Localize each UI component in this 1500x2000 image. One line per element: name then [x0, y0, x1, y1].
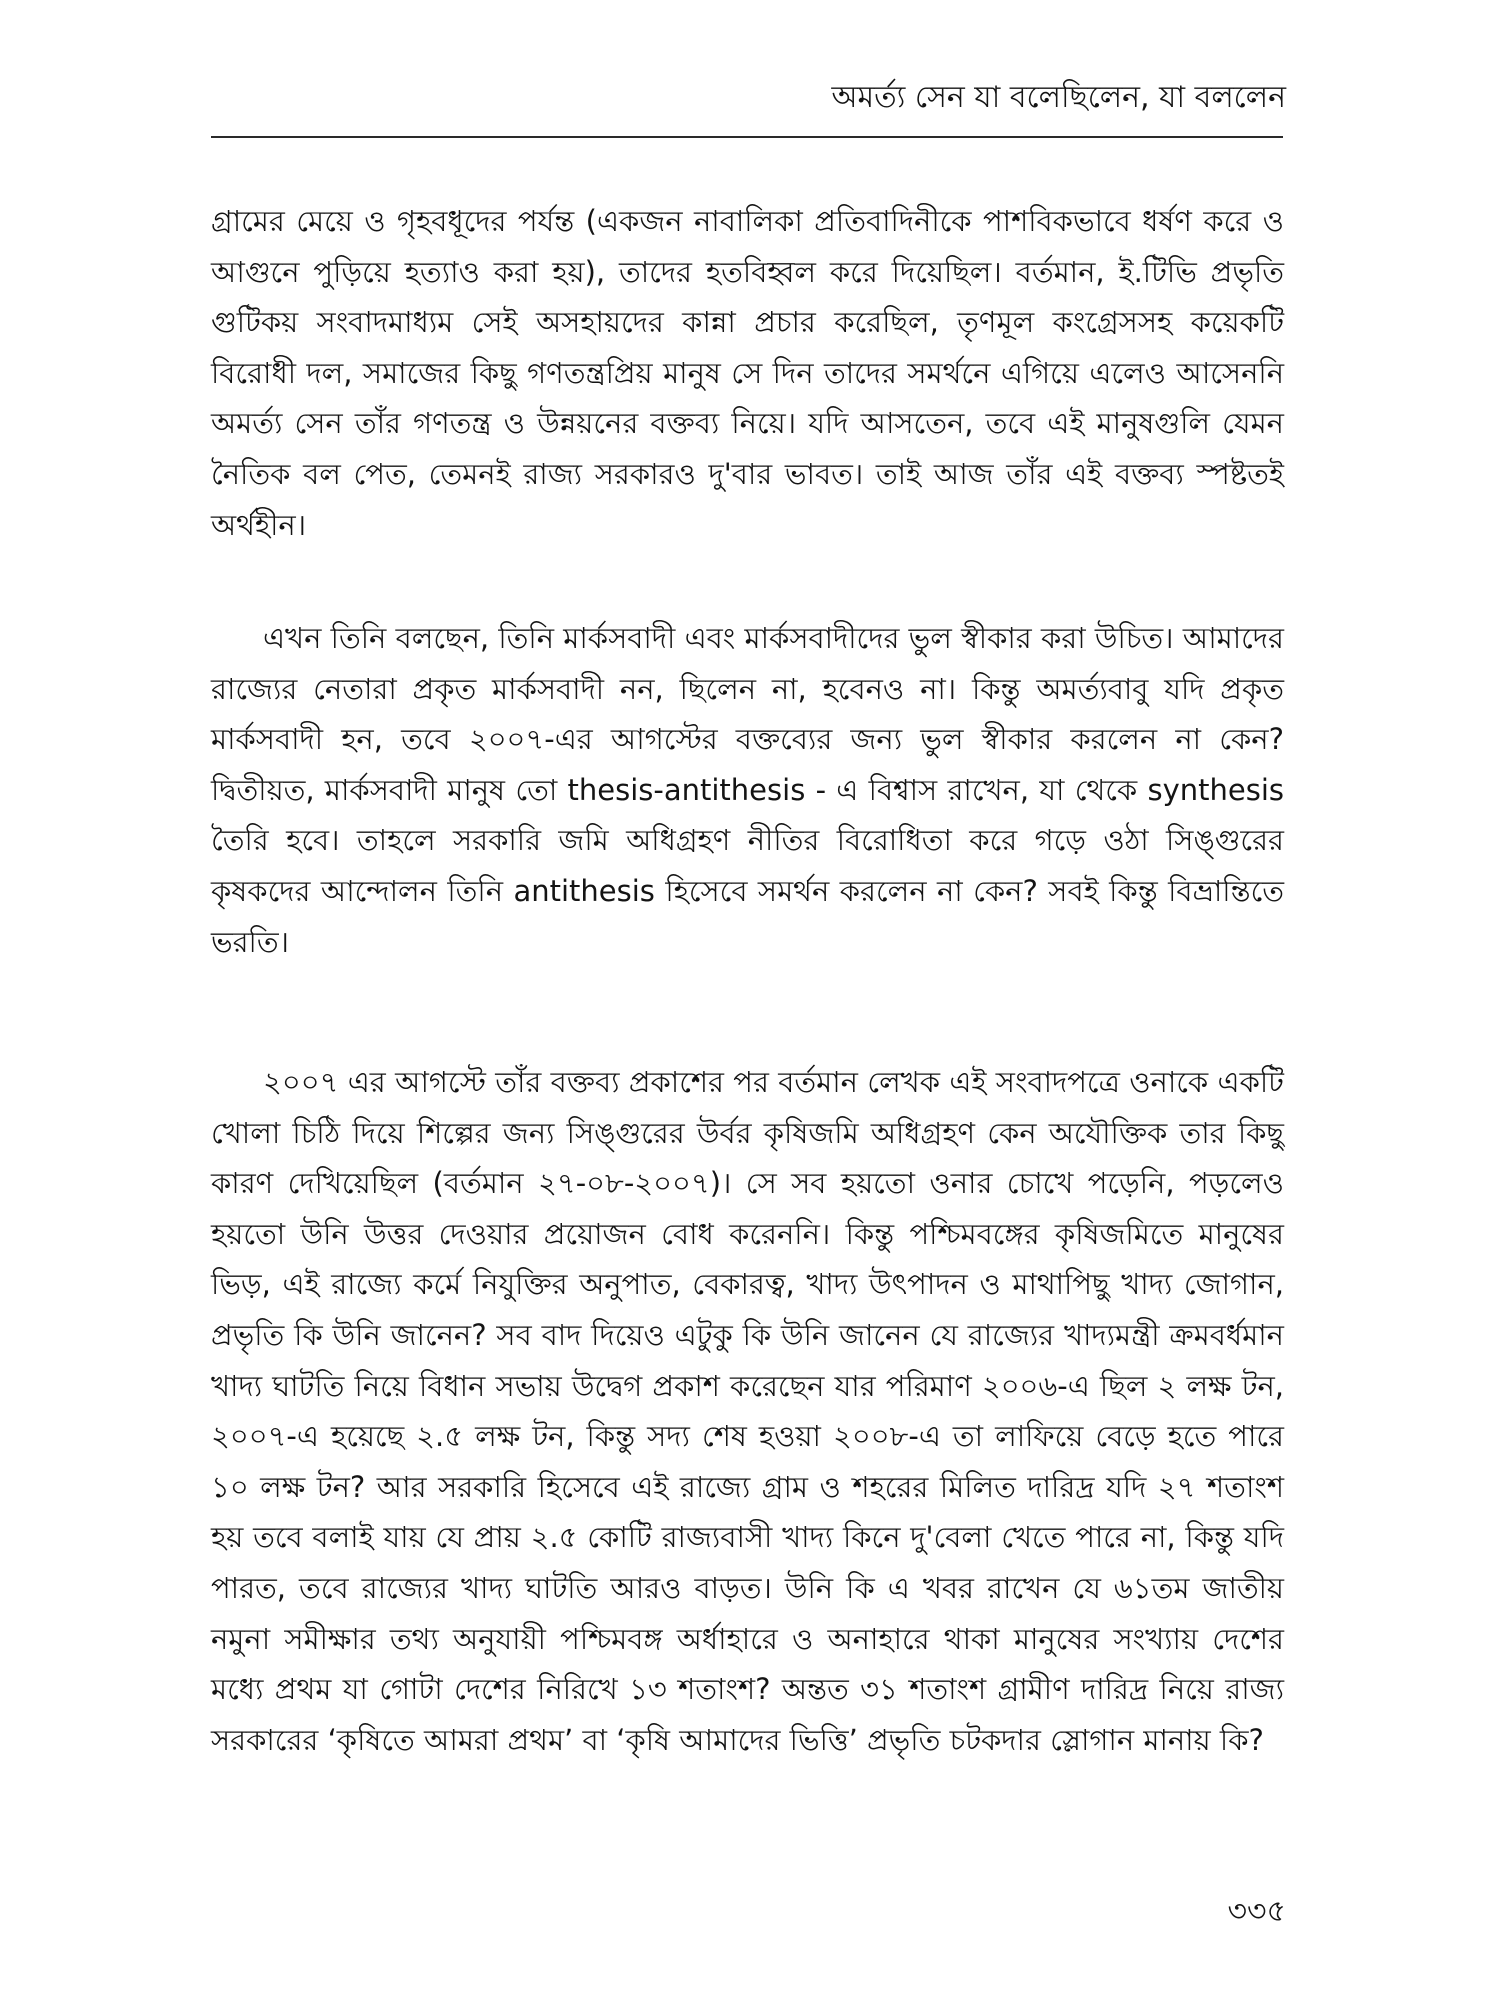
header-rule	[211, 136, 1283, 138]
running-head-title: অমর্ত্য সেন যা বলেছিলেন, যা বললেন	[831, 80, 1286, 115]
page-number: ৩৩৫	[1227, 1894, 1286, 1929]
paragraph-3: ২০০৭ এর আগস্টে তাঁর বক্তব্য প্রকাশের পর বর্তমান লেখক এই সংবাদপত্রে ওনাকে একটি খোলা চিঠি দিয়ে শিল্পের জন্য সিঙ্গুরের উর্বর কৃষিজমি অধিগ্রহণ কেন অযৌক্তিক তার কিছু কারণ দেখিয়েছিল (বর্তমান ২৭-০৮-২০০৭)। সে সব হয়তো ওনার চোখে পড়েনি, পড়লেও হয়তো উনি উত্তর দেওয়ার প্রয়োজন বোধ করেননি। কিন্তু পশ্চিমবঙ্গের কৃষিজমিতে মানুষের ভিড়, এই রাজ্যে কর্মে নিযুক্তির অনুপাত, বেকারত্ব, খাদ্য উৎপাদন ও মাথাপিছু খাদ্য জোগান, প্রভৃতি কি উনি জানেন? সব বাদ দিয়েও এটুকু কি উনি জানেন যে রাজ্যের খাদ্যমন্ত্রী ক্রমবর্ধমান খাদ্য ঘাটতি নিয়ে বিধান সভায় উদ্বেগ প্রকাশ করেছেন যার পরিমাণ ২০০৬-এ ছিল ২ লক্ষ টন, ২০০৭-এ হয়েছে ২.৫ লক্ষ টন, কিন্তু সদ্য শেষ হওয়া ২০০৮-এ তা লাফিয়ে বেড়ে হতে পারে ১০ লক্ষ টন? আর সরকারি হিসেবে এই রাজ্যে গ্রাম ও শহরের মিলিত দারিদ্র যদি ২৭ শতাংশ হয় তবে বলাই যায় যে প্রায় ২.৫ কোটি রাজ্যবাসী খাদ্য কিনে দু'বেলা খেতে পারে না, কিন্তু যদি পারত, তবে রাজ্যের খাদ্য ঘাটতি আরও বাড়ত। উনি কি এ খবর রাখেন যে ৬১তম জাতীয় নমুনা সমীক্ষার তথ্য অনুযায়ী পশ্চিমবঙ্গ অর্ধাহারে ও অনাহারে থাকা মানুষের সংখ্যায় দেশের মধ্যে প্রথম যা গোটা দেশের নিরিখে ১৩ শতাংশ? অন্তত ৩১ শতাংশ গ্রামীণ দারিদ্র নিয়ে রাজ্য সরকারের ‘কৃষিতে আমরা প্রথম’ বা ‘কৃষি আমাদের ভিত্তি’ প্রভৃতি চটকদার স্লোগান মানায় কি?	[211, 1065, 1284, 1757]
body-text	[211, 196, 1284, 1869]
paragraph-2: এখন তিনি বলছেন, তিনি মার্কসবাদী এবং মার্কসবাদীদের ভুল স্বীকার করা উচিত। আমাদের রাজ্যের নেতারা প্রকৃত মার্কসবাদী নন, ছিলেন না, হবেনও না। কিন্তু অমর্ত্যবাবু যদি প্রকৃত মার্কসবাদী হন, তবে ২০০৭-এর আগস্টের বক্তব্যের জন্য ভুল স্বীকার করলেন না কেন? দ্বিতীয়ত, মার্কসবাদী মানুষ তো thesis-antithesis - এ বিশ্বাস রাখেন, যা থেকে synthesis তৈরি হবে। তাহলে সরকারি জমি অধিগ্রহণ নীতির বিরোধিতা করে গড়ে ওঠা সিঙ্গুরের কৃষকদের আন্দোলন তিনি antithesis হিসেবে সমর্থন করলেন না কেন? সবই কিন্তু বিভ্রান্তিতে ভরতি।	[211, 621, 1284, 959]
paragraph-1: গ্রামের মেয়ে ও গৃহবধূদের পর্যন্ত (একজন নাবালিকা প্রতিবাদিনীকে পাশবিকভাবে ধর্ষণ করে ও আগুনে পুড়িয়ে হত্যাও করা হয়), তাদের হতবিহ্বল করে দিয়েছিল। বর্তমান, ই.টিভি প্রভৃতি গুটিকয় সংবাদমাধ্যম সেই অসহায়দের কান্না প্রচার করেছিল, তৃণমূল কংগ্রেসসহ কয়েকটি বিরোধী দল, সমাজের কিছু গণতন্ত্রপ্রিয় মানুষ সে দিন তাদের সমর্থনে এগিয়ে এলেও আসেননি অমর্ত্য সেন তাঁর গণতন্ত্র ও উন্নয়নের বক্তব্য নিয়ে। যদি আসতেন, তবে এই মানুষগুলি যেমন নৈতিক বল পেত, তেমনই রাজ্য সরকারও দু'বার ভাবত। তাই আজ তাঁর এই বক্তব্য স্পষ্টতই অর্থহীন।	[211, 204, 1284, 542]
